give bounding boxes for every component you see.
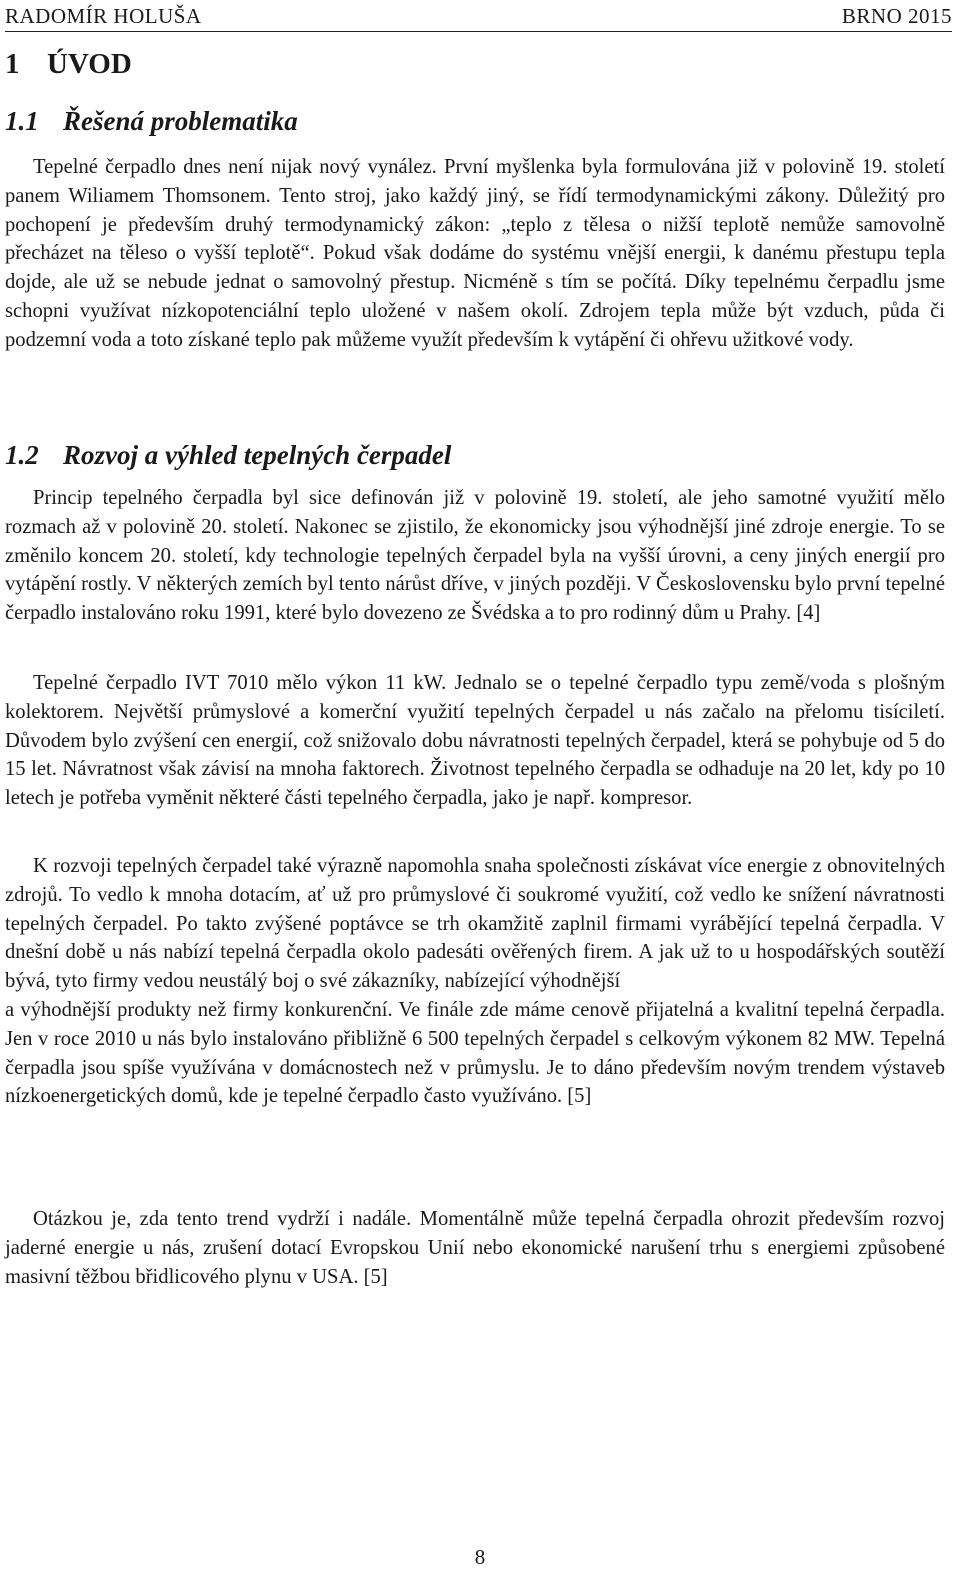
section-title-text: Řešená problematika xyxy=(63,106,298,136)
section-title xyxy=(5,440,451,471)
paragraph: Princip tepelného čerpadla byl sice definován již v polovině 19. století, ale jeho samotné využití mělo rozmach až v polovině 20. století. Nakonec se zjistilo, že ekonomicky jsou výhodnější jiné zdroje energie. To se změnilo koncem 20. století, kdy technologie tepelných čerpadel byla na vyšší úrovni, a ceny jiných energií pro vytápění rostly. V některých zemích byl tento nárůst dříve, v jiných později. V Československu bylo první tepelné čerpadlo instalováno roku 1991, které bylo dovezeno ze Švédska a to pro rodinný dům u Prahy. [4] xyxy=(5,487,945,625)
section-title xyxy=(5,106,298,137)
paragraph: Otázkou je, zda tento trend vydrží i nadále. Momentálně může tepelná čerpadla ohrozit především rozvoj jaderné energie u nás, zrušení dotací Evropskou Unií nebo ekonomické narušení trhu s energiemi způsobené masivní těžbou břidlicového plynu v USA. [5] xyxy=(5,1208,945,1288)
page-number: 8 xyxy=(474,1545,486,1569)
section-number: 1.1 xyxy=(5,106,39,136)
chapter-title-text: ÚVOD xyxy=(47,48,132,80)
chapter-title xyxy=(5,48,132,81)
section-title-text: Rozvoj a výhled tepelných čerpadel xyxy=(63,440,452,470)
header-author: RADOMÍR HOLUŠA xyxy=(5,4,202,28)
paragraph: K rozvoji tepelných čerpadel také výrazně napomohla snaha společnosti získávat více energie z obnovitelných zdrojů. To vedlo k mnoha dotacím, ať už pro průmyslové či soukromé využití, což vedlo ke snížení návratnosti tepelných čerpadel. Po takto zvýšené poptávce se trh okamžitě zaplnil firmami vyrábějící tepelná čerpadla. V dnešní době u nás nabízí tepelná čerpadla okolo padesáti ověřených firem. A jak už to u hospodářských soutěží bývá, tyto firmy vedou neustálý boj o své zákazníky, nabízející výhodnější a výhodnější produkty než firmy konkurenční. Ve finále zde máme cenově přijatelná a kvalitní tepelná čerpadla. Jen v roce 2010 u nás bylo instalováno přibližně 6 500 tepelných čerpadel s celkovým výkonem 82 MW. Tepelná čerpadla jsou spíše využívána v domácnostech než v průmyslu. Je to dáno především novým trendem výstaveb nízkoenergetických domů, kde je tepelné čerpadlo často využíváno. [5] xyxy=(5,855,945,1108)
header-place-year: BRNO 2015 xyxy=(841,4,952,28)
section-number: 1.2 xyxy=(5,440,39,470)
page-header xyxy=(5,0,952,32)
chapter-number: 1 xyxy=(5,48,20,80)
paragraph: Tepelné čerpadlo dnes není nijak nový vynález. První myšlenka byla formulována již v polovině 19. století panem Wiliamem Thomsonem. Tento stroj, jako každý jiný, se řídí termodynamickými zákony. Důležitý pro pochopení je především druhý termodynamický zákon: „teplo z tělesa o nižší teplotě nemůže samovolně přecházet na těleso o vyšší teplotě“. Pokud však dodáme do systému vnější energii, k danému přestupu tepla dojde, ale už se nebude jednat o samovolný přestup. Nicméně s tím se počítá. Díky tepelnému čerpadlu jsme schopni využívat nízkopotenciální teplo uložené v našem okolí. Zdrojem tepla může být vzduch, půda či podzemní voda a toto získané teplo pak můžeme využít především k vytápění či ohřevu užitkové vody. xyxy=(5,156,945,351)
paragraph: Tepelné čerpadlo IVT 7010 mělo výkon 11 kW. Jednalo se o tepelné čerpadlo typu země/voda s plošným kolektorem. Největší průmyslové a komerční využití tepelných čerpadel u nás začalo na přelomu tisíciletí. Důvodem bylo zvýšení cen energií, což snižovalo dobu návratnosti tepelných čerpadel, která se pohybuje od 5 do 15 let. Návratnost však závisí na mnoha faktorech. Životnost tepelného čerpadla se odhaduje na 20 let, kdy po 10 letech je potřeba vyměnit některé části tepelného čerpadla, jako je např. kompresor. xyxy=(5,672,945,810)
